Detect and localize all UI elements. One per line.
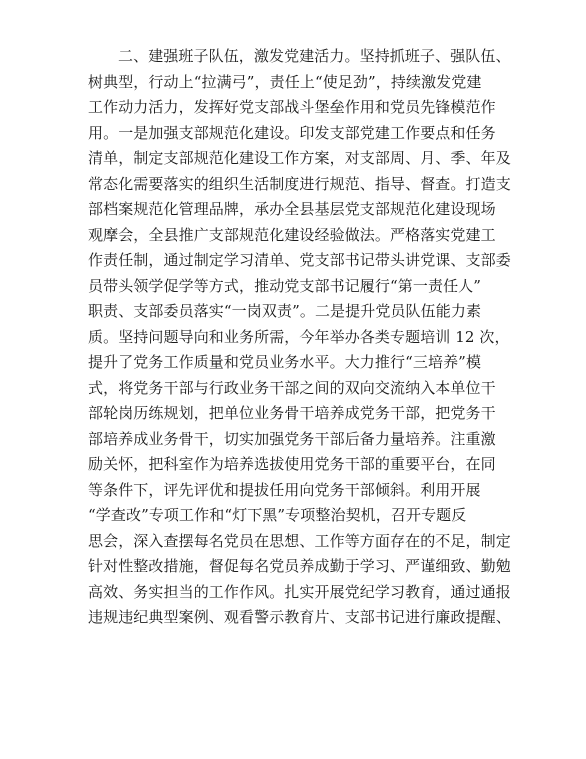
text-line: 针对性整改措施，督促每名党员养成勤于学习、严谨细致、勤勉 — [88, 557, 511, 575]
text-line: 思会，深入查摆每名党员在思想、工作等方面存在的不足，制定 — [88, 531, 511, 550]
text-line: 等条件下，评先评优和提拔任用向党务干部倾斜。利用开展 — [88, 480, 481, 499]
text-line: 高效、务实担当的工作作风。扎实开展党纪学习教育，通过通报 — [88, 582, 511, 601]
text-line: 式，将党务干部与行政业务干部之间的双向交流纳入本单位干 — [88, 378, 496, 397]
text-line: 用。一是加强支部规范化建设。印发支部党建工作要点和任务 — [88, 123, 496, 142]
text-line: 部轮岗历练规划，把单位业务骨干培养成党务干部，把党务干 — [88, 404, 496, 422]
text-line: 二、建强班子队伍，激发党建活力。坚持抓班子、强队伍、 — [118, 47, 511, 65]
text-line: 观摩会，全县推广支部规范化建设经验做法。严格落实党建工 — [88, 225, 496, 244]
text-line: “学查改”专项工作和“灯下黑”专项整治契机，召开专题反 — [88, 506, 467, 524]
document-body — [88, 44, 511, 631]
text-line: 部培养成业务骨干，切实加强党务干部后备力量培养。注重激 — [88, 429, 496, 448]
text-line: 树典型，行动上“拉满弓”，责任上“使足劲”，持续激发党建 — [88, 72, 482, 91]
text-line: 职责、支部委员落实“一岗双责”。二是提升党员队伍能力素 — [88, 302, 482, 320]
text-line: 质。坚持问题导向和业务所需，今年举办各类专题培训 12 次， — [88, 327, 510, 346]
text-line: 作责任制，通过制定学习清单、党支部书记带头讲党课、支部委 — [88, 251, 511, 269]
text-line: 员带头领学促学等方式，推动党支部书记履行“第一责任人” — [88, 276, 482, 295]
text-line: 工作动力活力，发挥好党支部战斗堡垒作用和党员先锋模范作 — [88, 98, 496, 116]
text-line: 励关怀，把科室作为培养选拔使用党务干部的重要平台，在同 — [88, 455, 496, 473]
text-line: 部档案规范化管理品牌，承办全县基层党支部规范化建设现场 — [88, 200, 496, 218]
text-line: 提升了党务工作质量和党员业务水平。大力推行“三培养”模 — [88, 353, 482, 371]
text-line: 违规违纪典型案例、观看警示教育片、支部书记进行廉政提醒、 — [88, 608, 511, 626]
text-line: 清单，制定支部规范化建设工作方案，对支部周、月、季、年及 — [88, 149, 511, 167]
text-line: 常态化需要落实的组织生活制度进行规范、指导、督查。打造支 — [88, 174, 511, 193]
